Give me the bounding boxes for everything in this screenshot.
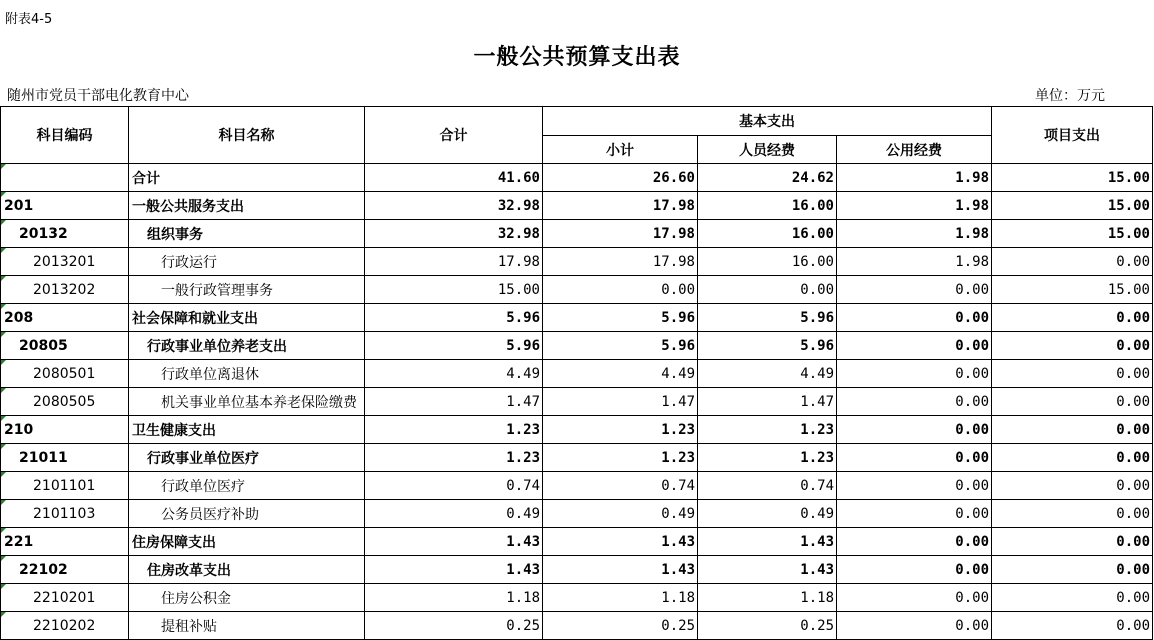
- cell-name: 行政事业单位医疗: [129, 444, 365, 472]
- cell-name: 住房保障支出: [129, 528, 365, 556]
- table-row: [1, 276, 1153, 304]
- table-row: [1, 304, 1153, 332]
- cell-name: 行政单位离退休: [129, 360, 365, 388]
- cell-total: 1.23: [365, 444, 543, 472]
- cell-personnel: 1.23: [698, 444, 837, 472]
- cell-subtotal: 1.47: [543, 388, 698, 416]
- cell-total: 1.43: [365, 528, 543, 556]
- attachment-label: 附表4-5: [5, 12, 53, 27]
- table-row: [1, 444, 1153, 472]
- cell-total: 1.43: [365, 556, 543, 584]
- cell-total: 0.49: [365, 500, 543, 528]
- cell-subtotal: 0.74: [543, 472, 698, 500]
- cell-subtotal: 0.00: [543, 276, 698, 304]
- cell-total: 32.98: [365, 220, 543, 248]
- cell-public: 0.00: [837, 304, 992, 332]
- cell-code: 208: [1, 304, 129, 332]
- table-row: [1, 192, 1153, 220]
- cell-total: 1.23: [365, 416, 543, 444]
- table-row: [1, 500, 1153, 528]
- cell-subtotal: 26.60: [543, 164, 698, 192]
- cell-project: 15.00: [992, 276, 1153, 304]
- cell-code: 2210202: [1, 612, 129, 640]
- cell-personnel: 1.43: [698, 556, 837, 584]
- cell-public: 0.00: [837, 332, 992, 360]
- cell-project: 15.00: [992, 164, 1153, 192]
- cell-code: 2210201: [1, 584, 129, 612]
- cell-personnel: 1.18: [698, 584, 837, 612]
- cell-project: 0.00: [992, 472, 1153, 500]
- cell-personnel: 1.23: [698, 416, 837, 444]
- cell-public: 0.00: [837, 500, 992, 528]
- cell-public: 0.00: [837, 556, 992, 584]
- cell-total: 15.00: [365, 276, 543, 304]
- cell-total: 32.98: [365, 192, 543, 220]
- cell-public: 1.98: [837, 248, 992, 276]
- cell-subtotal: 17.98: [543, 220, 698, 248]
- cell-personnel: 0.49: [698, 500, 837, 528]
- cell-project: 15.00: [992, 192, 1153, 220]
- cell-personnel: 5.96: [698, 304, 837, 332]
- cell-public: 1.98: [837, 164, 992, 192]
- cell-name: 住房改革支出: [129, 556, 365, 584]
- cell-code: 2101103: [1, 500, 129, 528]
- cell-name: 行政单位医疗: [129, 472, 365, 500]
- cell-code: [1, 164, 129, 192]
- table-row: [1, 416, 1153, 444]
- cell-subtotal: 0.25: [543, 612, 698, 640]
- header-subtotal: 小计: [543, 136, 698, 164]
- table-row: [1, 360, 1153, 388]
- cell-total: 17.98: [365, 248, 543, 276]
- page-title: 一般公共预算支出表: [473, 45, 681, 70]
- cell-name: 行政事业单位养老支出: [129, 332, 365, 360]
- cell-name: 公务员医疗补助: [129, 500, 365, 528]
- cell-subtotal: 17.98: [543, 248, 698, 276]
- cell-subtotal: 0.49: [543, 500, 698, 528]
- cell-subtotal: 1.43: [543, 528, 698, 556]
- cell-code: 22102: [1, 556, 129, 584]
- cell-subtotal: 1.23: [543, 416, 698, 444]
- cell-public: 0.00: [837, 360, 992, 388]
- cell-subtotal: 1.23: [543, 444, 698, 472]
- cell-total: 1.18: [365, 584, 543, 612]
- cell-project: 15.00: [992, 220, 1153, 248]
- header-basic: 基本支出: [543, 107, 992, 136]
- cell-code: 2080501: [1, 360, 129, 388]
- cell-personnel: 4.49: [698, 360, 837, 388]
- header-project: 项目支出: [992, 107, 1153, 164]
- cell-project: 0.00: [992, 388, 1153, 416]
- table-row: [1, 612, 1153, 640]
- cell-personnel: 0.25: [698, 612, 837, 640]
- table-row: [1, 584, 1153, 612]
- cell-name: 一般公共服务支出: [129, 192, 365, 220]
- cell-personnel: 16.00: [698, 248, 837, 276]
- cell-total: 1.47: [365, 388, 543, 416]
- cell-total: 5.96: [365, 332, 543, 360]
- cell-project: 0.00: [992, 444, 1153, 472]
- cell-total: 0.74: [365, 472, 543, 500]
- cell-code: 210: [1, 416, 129, 444]
- cell-total: 4.49: [365, 360, 543, 388]
- cell-project: 0.00: [992, 360, 1153, 388]
- table-row: [1, 528, 1153, 556]
- cell-personnel: 0.74: [698, 472, 837, 500]
- cell-subtotal: 5.96: [543, 332, 698, 360]
- cell-subtotal: 1.18: [543, 584, 698, 612]
- cell-name: 机关事业单位基本养老保险缴费: [129, 388, 365, 416]
- cell-total: 41.60: [365, 164, 543, 192]
- cell-name: 社会保障和就业支出: [129, 304, 365, 332]
- header-personnel: 人员经费: [698, 136, 837, 164]
- cell-personnel: 24.62: [698, 164, 837, 192]
- cell-total: 0.25: [365, 612, 543, 640]
- cell-public: 0.00: [837, 444, 992, 472]
- cell-name: 合计: [129, 164, 365, 192]
- cell-project: 0.00: [992, 528, 1153, 556]
- cell-subtotal: 5.96: [543, 304, 698, 332]
- cell-project: 0.00: [992, 304, 1153, 332]
- cell-code: 201: [1, 192, 129, 220]
- table-row: [1, 472, 1153, 500]
- cell-name: 组织事务: [129, 220, 365, 248]
- table-body: [1, 164, 1153, 640]
- cell-personnel: 1.47: [698, 388, 837, 416]
- cell-public: 0.00: [837, 584, 992, 612]
- budget-table: [0, 106, 1153, 640]
- cell-public: 0.00: [837, 612, 992, 640]
- table-row: [1, 332, 1153, 360]
- cell-name: 卫生健康支出: [129, 416, 365, 444]
- cell-code: 2080505: [1, 388, 129, 416]
- cell-public: 1.98: [837, 220, 992, 248]
- cell-project: 0.00: [992, 584, 1153, 612]
- cell-project: 0.00: [992, 556, 1153, 584]
- cell-code: 2101101: [1, 472, 129, 500]
- cell-project: 0.00: [992, 248, 1153, 276]
- header-code: 科目编码: [1, 107, 129, 164]
- unit-label: 单位：万元: [1035, 88, 1105, 104]
- cell-subtotal: 4.49: [543, 360, 698, 388]
- cell-personnel: 5.96: [698, 332, 837, 360]
- cell-code: 221: [1, 528, 129, 556]
- cell-subtotal: 17.98: [543, 192, 698, 220]
- header-public: 公用经费: [837, 136, 992, 164]
- cell-project: 0.00: [992, 332, 1153, 360]
- cell-personnel: 16.00: [698, 192, 837, 220]
- cell-code: 20132: [1, 220, 129, 248]
- cell-name: 提租补贴: [129, 612, 365, 640]
- cell-public: 1.98: [837, 192, 992, 220]
- cell-public: 0.00: [837, 416, 992, 444]
- table-row: [1, 248, 1153, 276]
- table-row: [1, 164, 1153, 192]
- cell-public: 0.00: [837, 388, 992, 416]
- header-name: 科目名称: [129, 107, 365, 164]
- cell-project: 0.00: [992, 612, 1153, 640]
- cell-project: 0.00: [992, 416, 1153, 444]
- cell-personnel: 0.00: [698, 276, 837, 304]
- cell-public: 0.00: [837, 528, 992, 556]
- cell-subtotal: 1.43: [543, 556, 698, 584]
- table-row: [1, 556, 1153, 584]
- cell-code: 21011: [1, 444, 129, 472]
- cell-project: 0.00: [992, 500, 1153, 528]
- cell-personnel: 1.43: [698, 528, 837, 556]
- cell-code: 2013202: [1, 276, 129, 304]
- cell-public: 0.00: [837, 276, 992, 304]
- cell-total: 5.96: [365, 304, 543, 332]
- cell-name: 住房公积金: [129, 584, 365, 612]
- header-total: 合计: [365, 107, 543, 164]
- table-row: [1, 388, 1153, 416]
- cell-personnel: 16.00: [698, 220, 837, 248]
- cell-name: 一般行政管理事务: [129, 276, 365, 304]
- cell-code: 20805: [1, 332, 129, 360]
- table-row: [1, 220, 1153, 248]
- cell-name: 行政运行: [129, 248, 365, 276]
- organization-name: 随州市党员干部电化教育中心: [7, 88, 189, 104]
- cell-code: 2013201: [1, 248, 129, 276]
- cell-public: 0.00: [837, 472, 992, 500]
